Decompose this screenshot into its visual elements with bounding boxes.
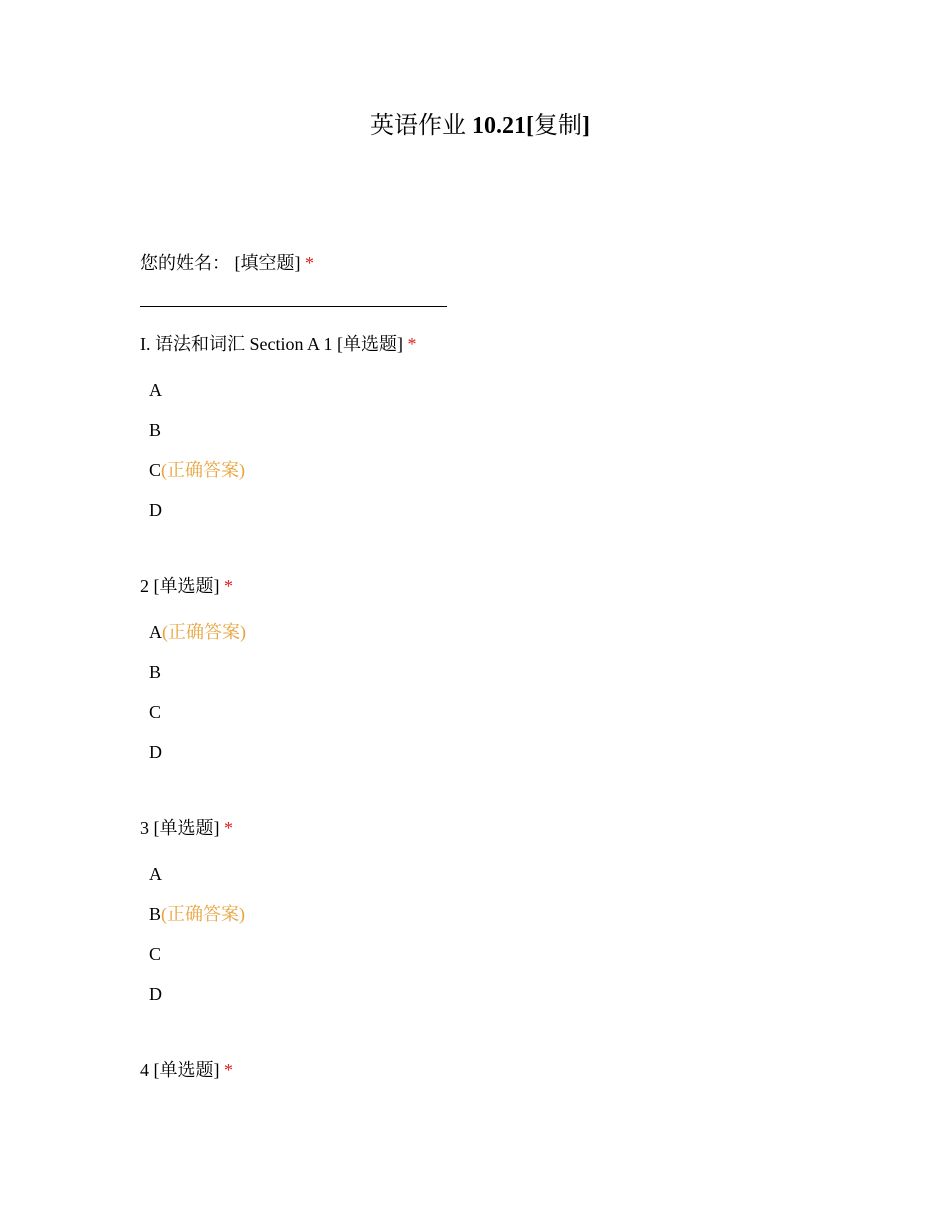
option-letter: D	[149, 984, 162, 1004]
required-mark: *	[224, 1060, 233, 1080]
option-letter: D	[149, 742, 162, 762]
question-2-option-c[interactable]	[149, 700, 161, 724]
option-letter: A	[149, 622, 162, 642]
question-1-option-b[interactable]	[149, 418, 161, 442]
question-4-label: 4	[140, 1060, 149, 1080]
question-2	[140, 574, 233, 598]
option-letter: B	[149, 662, 162, 682]
question-4	[140, 1058, 233, 1082]
question-1-option-c[interactable]	[149, 458, 245, 482]
option-letter: C	[149, 460, 162, 480]
title-bracket-open: [	[526, 113, 534, 139]
question-1-option-d[interactable]	[149, 498, 162, 522]
question-3-option-d[interactable]	[149, 982, 162, 1006]
option-letter: B	[149, 904, 162, 924]
required-mark: *	[224, 576, 233, 596]
question-2-option-d[interactable]	[149, 740, 162, 764]
question-1-type: [单选题]	[337, 334, 403, 354]
name-answer-line[interactable]	[140, 306, 447, 307]
title-suffix: 复制	[534, 113, 582, 139]
question-3-type: [单选题]	[153, 818, 220, 838]
name-question	[140, 251, 314, 275]
correct-answer-note: (正确答案)	[161, 904, 246, 924]
option-letter: C	[149, 944, 162, 964]
option-letter: C	[149, 702, 162, 722]
title-bracket-close: ]	[582, 113, 590, 139]
question-2-label: 2	[140, 576, 149, 596]
page-title	[0, 110, 950, 142]
title-number: 10.21	[472, 113, 526, 139]
option-letter: D	[149, 500, 162, 520]
question-1-option-a[interactable]	[149, 378, 162, 402]
question-3-option-b[interactable]	[149, 902, 245, 926]
question-2-option-a[interactable]	[149, 620, 246, 644]
question-3-option-a[interactable]	[149, 862, 162, 886]
question-1	[140, 332, 417, 356]
question-3-label: 3	[140, 818, 149, 838]
required-mark: *	[224, 818, 233, 838]
correct-answer-note: (正确答案)	[161, 460, 246, 480]
name-question-label: 您的姓名：	[140, 253, 230, 273]
option-letter: A	[149, 380, 162, 400]
required-mark: *	[407, 334, 417, 354]
option-letter: A	[149, 864, 162, 884]
option-letter: B	[149, 420, 162, 440]
required-mark: *	[305, 253, 314, 273]
question-3-option-c[interactable]	[149, 942, 161, 966]
name-question-type: [填空题]	[234, 253, 301, 273]
question-3	[140, 816, 233, 840]
title-prefix: 英语作业	[370, 113, 472, 139]
question-4-type: [单选题]	[153, 1060, 220, 1080]
correct-answer-note: (正确答案)	[162, 622, 246, 642]
question-1-label: I. 语法和词汇 Section A 1	[140, 334, 333, 354]
question-2-type: [单选题]	[153, 576, 220, 596]
question-2-option-b[interactable]	[149, 660, 161, 684]
